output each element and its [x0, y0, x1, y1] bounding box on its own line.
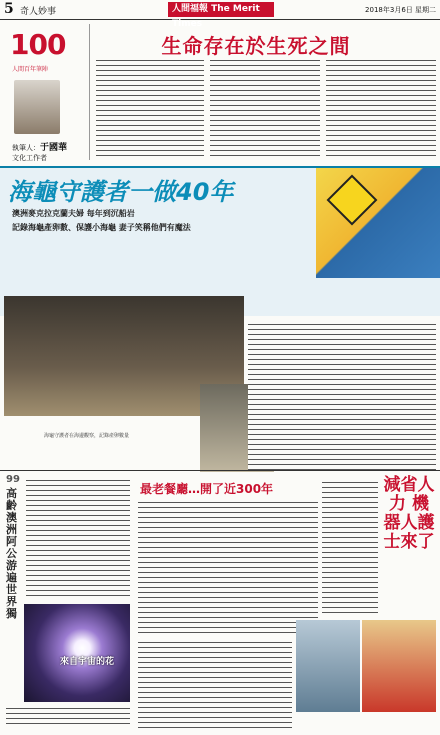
robot-photo-2 [362, 620, 436, 712]
feature-subhead-2: 記錄海龜產卵數、保護小海龜 妻子笑稱他們有魔法 [12, 223, 191, 232]
feature-photo-caption: 海龜守護者在海邊觀察，記錄產卵數量 [44, 433, 130, 439]
robot-nurse-body [322, 480, 378, 614]
section-name: 奇人妙事 [20, 7, 57, 17]
centennial-badge-sub: 人間百年筆陣 [12, 66, 49, 73]
couple-photo [316, 168, 440, 278]
paper-logo: 人間福報 The Merit Times [168, 2, 274, 17]
author-name: 于國華 [40, 143, 68, 153]
column-headline: 生命存在於生死之間 [161, 34, 351, 58]
author-role: 執筆人： [12, 144, 40, 152]
feature-banner [0, 166, 440, 316]
side-story-headline: 高齡澳洲阿公 游遍世界獨 [6, 487, 17, 620]
column-author-box [4, 24, 90, 160]
column-body-text-3 [326, 58, 436, 158]
column-body-text-1 [96, 58, 204, 158]
author-portrait [14, 80, 60, 134]
flower-photo-title: 來自宇宙的花 [60, 657, 115, 667]
feature-subhead-1: 澳洲麥克拉克蘭夫婦 每年到沉船岩 [12, 209, 135, 218]
restaurant-headline: 最老餐廳…開了近300年 [140, 482, 274, 496]
column-body-text-2 [210, 58, 320, 158]
issue-date: 2018年3月6日 星期二 [365, 6, 436, 14]
flower-caption-text [6, 706, 130, 728]
cosmic-flower-photo [24, 604, 130, 702]
side-story-number: 99 [6, 474, 20, 485]
feature-headline: 海龜守護者一做40年 [8, 178, 234, 206]
restaurant-body [138, 500, 318, 636]
feature-body-text [248, 322, 436, 470]
section-divider [0, 470, 440, 471]
page-number: 5 [4, 1, 14, 17]
centennial-badge: 100 [10, 28, 66, 61]
author-title: 文化工作者 [12, 154, 47, 162]
author-line [12, 140, 67, 163]
side-story [4, 474, 134, 730]
robot-nurse-headline: 減省人力 機器人護士來了 [383, 475, 435, 552]
page-header [0, 0, 440, 29]
restaurant-body-lower [138, 640, 292, 730]
robot-photo-1 [296, 620, 360, 712]
side-story-body [26, 478, 130, 598]
